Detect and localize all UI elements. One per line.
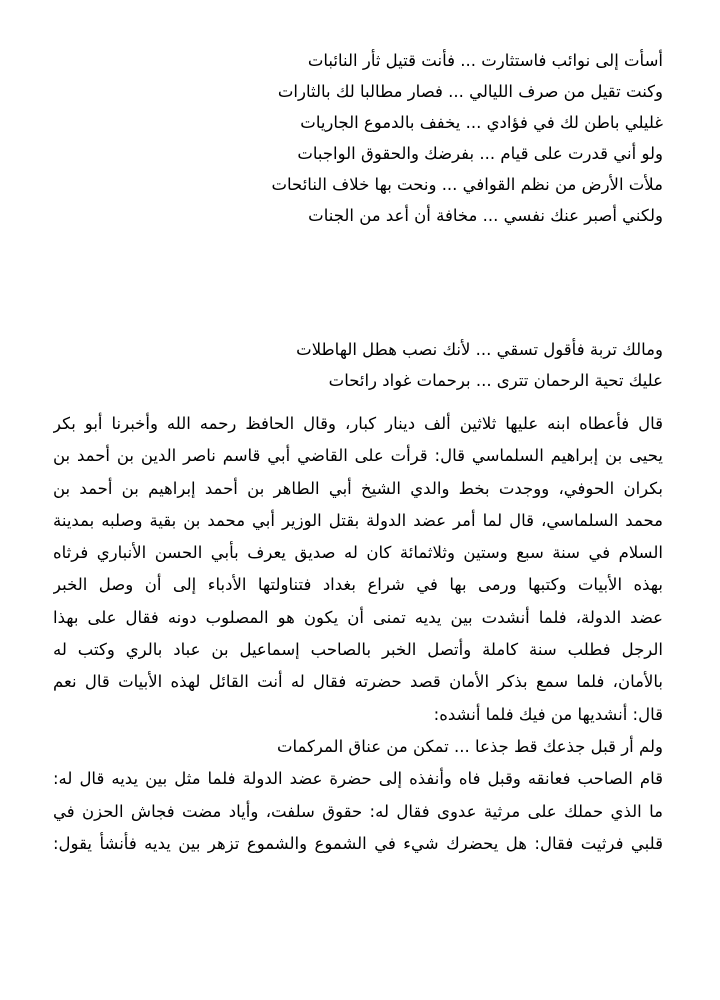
prose-line: قال: أنشديها من فيك فلما أنشده: bbox=[433, 704, 663, 724]
poem-section-1 bbox=[53, 45, 663, 231]
prose-line: يحيى بن إبراهيم السلماسي قال: قرأت على القاضي أبي قاسم ناصر الدين بن أحمد بن bbox=[53, 446, 663, 466]
prose-line: بكران الحوفي، ووجدت بخط والدي الشيخ أبي الطاهر بن أحمد إبراهيم بن أحمد بن bbox=[53, 478, 663, 498]
poem-verse: ولكني أصبر عنك نفسي ... مخافة أن أعد من الجنات bbox=[308, 206, 663, 225]
poem-verse: عليك تحية الرحمان تترى ... برحمات غواد رائحات bbox=[328, 371, 663, 390]
poem-verse: ولو أني قدرت على قيام ... بفرضك والحقوق الواجبات bbox=[297, 144, 663, 163]
quoted-verse: ولم أر قبل جذعك قط جذعا ... تمكن من عناق المركمات bbox=[276, 736, 663, 756]
prose-line: بهذه الأبيات وكتبها ورمى بها في شراع بغداد فتناولتها الأدباء إلى أن وصل الخبر bbox=[53, 575, 663, 595]
prose-line: قام الصاحب فعانقه وقبل فاه وأنفذه إلى حضرة عضد الدولة فلما مثل بين يديه قال له: bbox=[53, 769, 663, 789]
prose-line: السلام في سنة سبع وستين وثلاثمائة كان له صديق يعرف بأبي الحسن الأنباري فرثاه bbox=[53, 543, 663, 563]
prose-section bbox=[53, 408, 663, 860]
prose-line: قال فأعطاه ابنه عليها ثلاثين ألف دينار كبار، وقال الحافظ رحمه الله وأخبرنا أبو بكر bbox=[53, 414, 663, 433]
poem-verse: غليلي باطن لك في فؤادي ... يخفف بالدموع الجاريات bbox=[300, 113, 663, 132]
poem-verse: ملأت الأرض من نظم القوافي ... ونحت بها خلاف النائحات bbox=[271, 175, 663, 194]
prose-line: الرجل فطلب سنة كاملة وأتصل الخبر بالصاحب إسماعيل بن عباد بالري وكتب له bbox=[53, 640, 663, 660]
poem-section-2 bbox=[53, 334, 663, 396]
poem-verse: أسأت إلى نوائب فاستثارت ... فأنت قتيل ثأر النائبات bbox=[307, 51, 663, 70]
prose-line: عضد الدولة، فلما أنشدت بين يديه تمنى أن يكون هو المصلوب دونه فقال على بهذا bbox=[53, 607, 663, 627]
prose-line: محمد السلماسي، قال لما أمر عضد الدولة بقتل الوزير أبي محمد بن بقية وصلبه بمدينة bbox=[53, 510, 663, 530]
prose-line: قلبي فرثيت فقال: هل يحضرك شيء في الشموع والشموع تزهر بين يديه فأنشأ يقول: bbox=[53, 833, 663, 853]
prose-line: ما الذي حملك على مرثية عدوى فقال له: حقوق سلفت، وأياد مضت فجاش الحزن في bbox=[53, 801, 663, 821]
poem-verse: وكنت تقيل من صرف الليالي ... فصار مطالبا لك بالثارات bbox=[277, 82, 663, 101]
prose-line: بالأمان، فلما سمع بذكر الأمان قصد حضرته فقال له أنت القائل لهذه الأبيات قال نعم bbox=[53, 672, 663, 692]
poem-verse: ومالك تربة فأقول تسقي ... لأنك نصب هطل الهاطلات bbox=[296, 340, 663, 359]
